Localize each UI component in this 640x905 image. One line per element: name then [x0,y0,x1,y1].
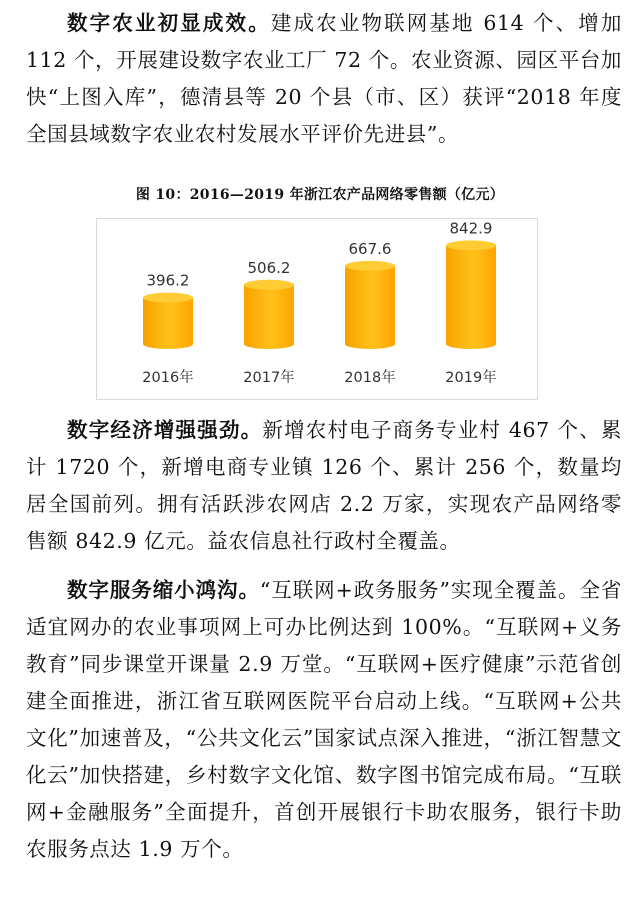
bar-body [446,245,496,349]
bar-top [143,293,193,303]
bar-body [143,298,193,349]
category-label: 2016年 [142,370,194,386]
chart-panel [96,218,538,400]
category-label: 2018年 [344,370,396,386]
figure-caption: 图 10：2016—2019 年浙江农产品网络零售额（亿元） [135,187,505,203]
bar-2017年 [243,259,294,386]
data-label: 667.6 [348,239,392,258]
paragraph-body: 新增农村电子商务专业村 467 个、累计 1720 个，新增电商专业镇 126 个、累计 256 个，数量均居全国前列。拥有活跃涉农网店 2.2 万家，实现农产品网络零售额 842.9 亿元。益农信息社行政村全覆盖。 [26,418,623,553]
data-label: 506.2 [247,258,291,277]
paragraph-lead: 数字农业初显成效。 [67,11,271,35]
data-label: 842.9 [449,219,493,238]
paragraph-body: “互联网+政务服务”实现全覆盖。全省适宜网办的农业事项网上可办比例达到 100%。“互联网+义务教育”同步课堂开课量 2.9 万堂。“互联网+医疗健康”示范省创建全面推进，浙江省互联网医院平台启动上线。“互联网+公共文化”加速普及，“公共文化云”国家试点深入推进，“浙江智慧文化云”加快搭建，乡村数字文化馆、数字图书馆完成布局。“互联网+金融服务”全面提升，首创开展银行卡助农服务，银行卡助农服务点达 1.9 万个。 [26,578,623,861]
paragraph-digital-agriculture [26,5,622,153]
bar-top [446,240,496,250]
paragraph-lead: 数字经济增强强劲。 [67,418,263,442]
paragraph-digital-services [26,572,622,868]
bar-chart [97,219,537,399]
bar-body [345,266,395,349]
paragraph-body: 建成农业物联网基地 614 个、增加 112 个，开展建设数字农业工厂 72 个。农业资源、园区平台加快“上图入库”，德清县等 20 个县（市、区）获评“2018 年度全国县域数字农业农村发展水平评价先进县”。 [26,11,622,146]
bar-2018年 [344,240,395,386]
bar-2016年 [142,272,193,386]
data-label: 396.2 [146,271,190,290]
paragraph-digital-economy [26,412,622,560]
bar-2019年 [445,219,496,386]
bar-top [345,261,395,271]
paragraph-lead: 数字服务缩小鸿沟。 [67,578,260,602]
bar-body [244,285,294,349]
bar-top [244,280,294,290]
category-label: 2017年 [243,370,295,386]
category-label: 2019年 [445,370,497,386]
